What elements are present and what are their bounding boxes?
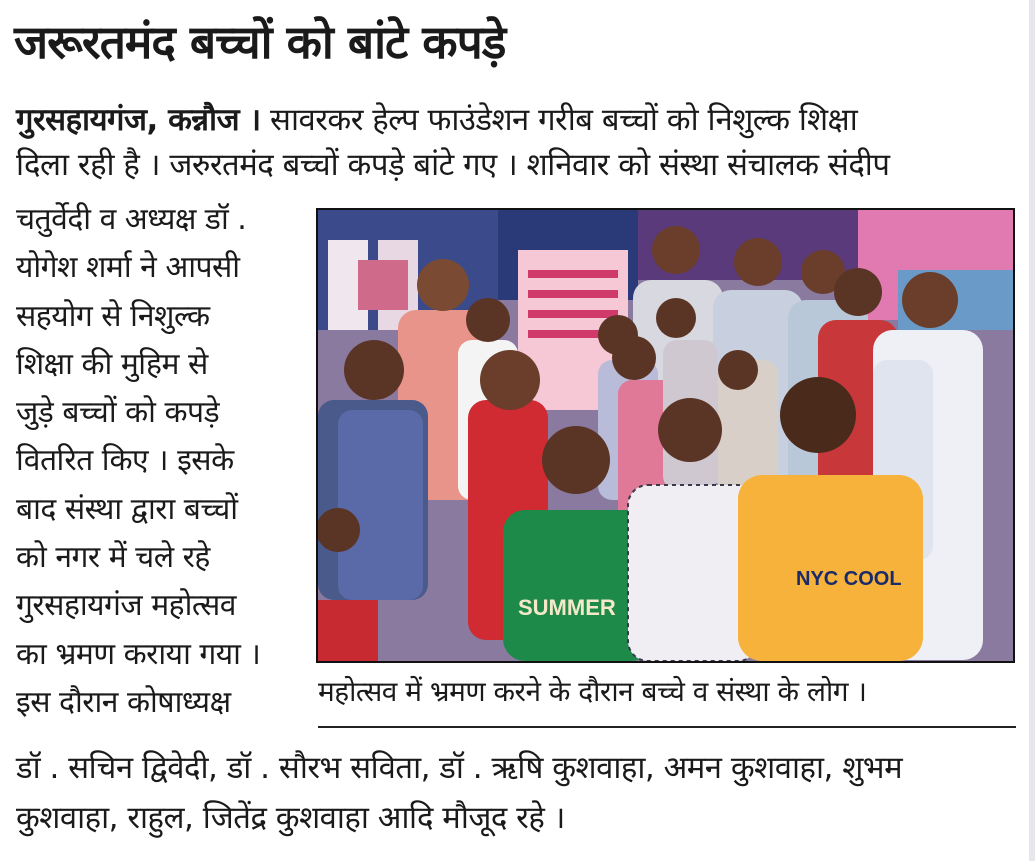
- body-line-bottom-1: डॉ . सचिन द्विवेदी, डॉ . सौरभ सविता, डॉ . ऋषि कुशवाहा, अमन कुशवाहा, शुभम: [16, 750, 903, 786]
- column-line: बाद संस्था द्वारा बच्चों: [16, 491, 238, 527]
- column-line: इस दौरान कोषाध्यक्ष: [16, 684, 231, 720]
- column-line: योगेश शर्मा ने आपसी: [16, 250, 240, 286]
- text-column: [16, 196, 312, 727]
- column-line: चतुर्वेदी व अध्यक्ष डॉ .: [16, 202, 247, 237]
- column-line: शिक्षा की मुहिम से: [16, 346, 208, 382]
- body-line-1: [16, 95, 857, 145]
- photo-caption: महोत्सव में भ्रमण करने के दौरान बच्चे व संस्था के लोग ।: [318, 675, 867, 708]
- column-line: को नगर में चले रहे: [16, 540, 210, 576]
- body-line-2: दिला रही है । जरुरतमंद बच्चों कपड़े बांटे गए । शनिवार को संस्था संचालक संदीप: [16, 147, 890, 183]
- shirt-print-2: NYC COOL: [796, 568, 902, 590]
- column-line: का भ्रमण कराया गया ।: [16, 636, 261, 672]
- column-line: वितरित किए । इसके: [16, 443, 234, 479]
- column-line: जुड़े बच्चों को कपड़े: [16, 395, 220, 431]
- photo-illustration: [318, 210, 1013, 661]
- caption-rule: [318, 726, 1016, 728]
- page-edge: [1029, 0, 1035, 861]
- news-photo: [316, 208, 1015, 663]
- lead-text: सावरकर हेल्प फाउंडेशन गरीब बच्चों को निशुल्क शिक्षा: [270, 102, 858, 138]
- column-line: गुरसहायगंज महोत्सव: [16, 588, 236, 624]
- dateline: गुरसहायगंज, कन्नौज ।: [16, 102, 261, 138]
- body-line-bottom-2: कुशवाहा, राहुल, जितेंद्र कुशवाहा आदि मौजूद रहे ।: [16, 800, 565, 836]
- column-line: सहयोग से निशुल्क: [16, 298, 210, 334]
- headline: जरूरतमंद बच्चों को बांटे कपड़े: [14, 15, 506, 69]
- shirt-print-1: SUMMER: [518, 595, 616, 620]
